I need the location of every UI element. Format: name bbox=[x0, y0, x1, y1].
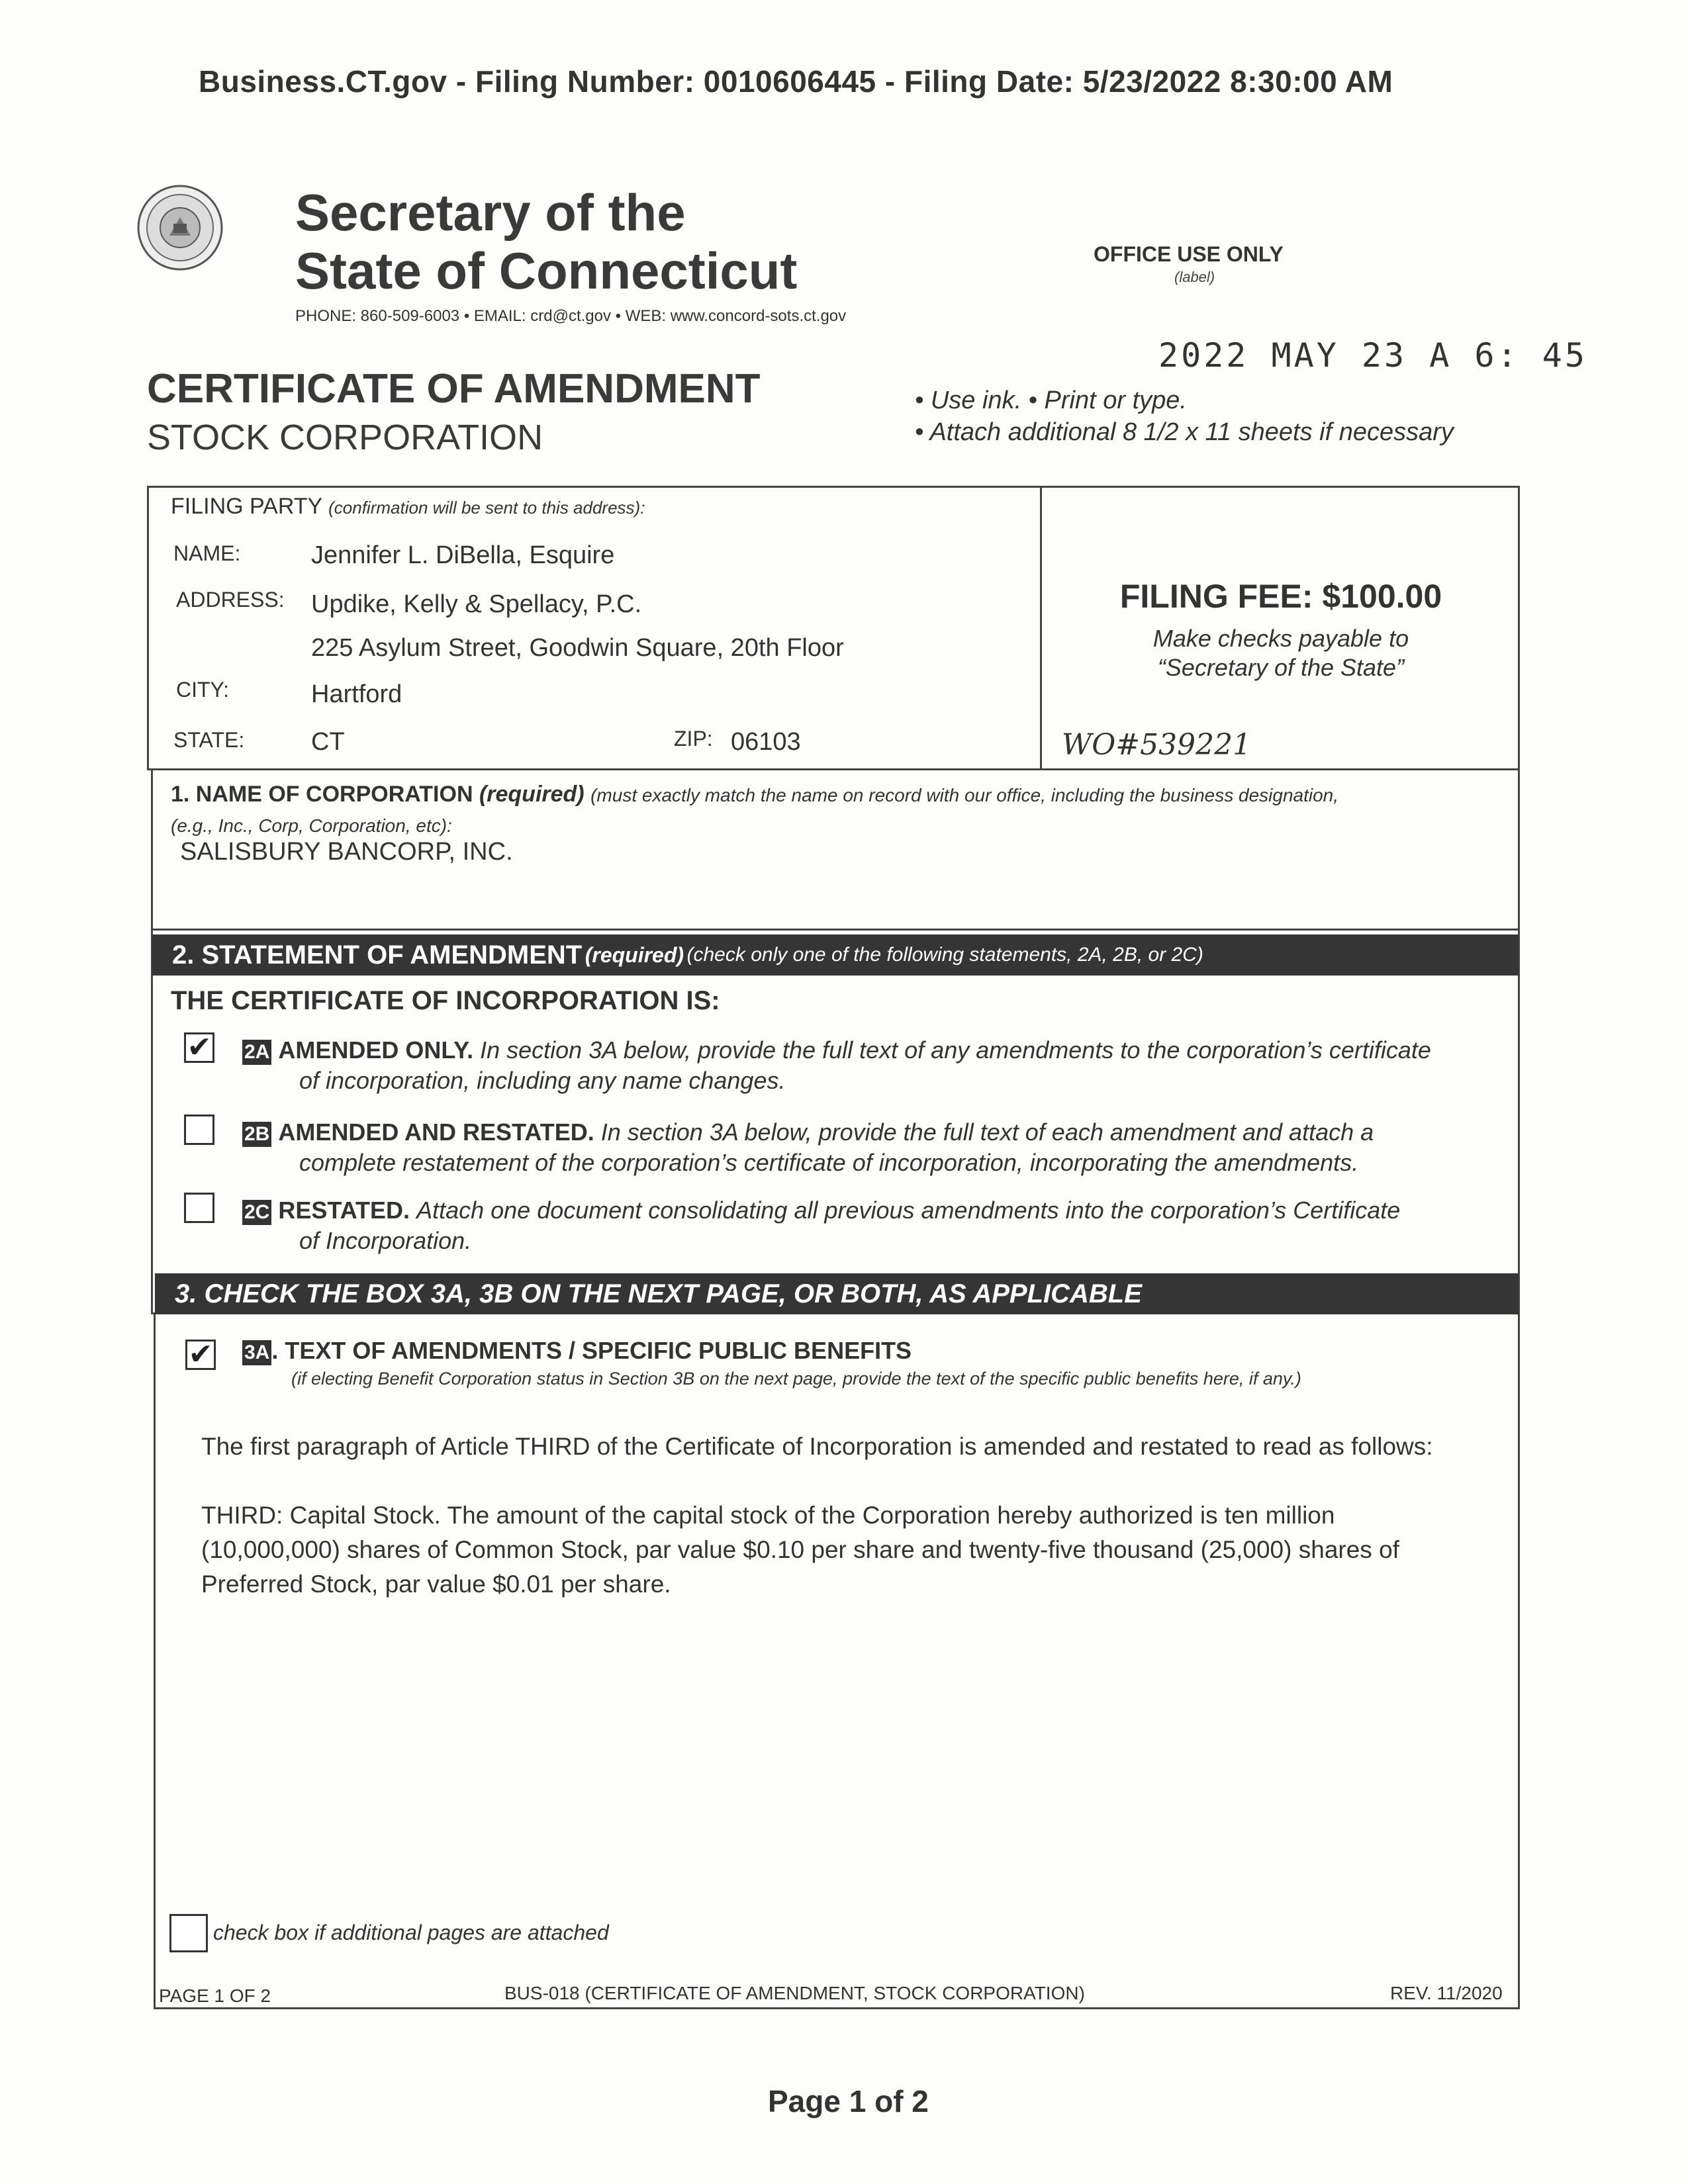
instruction-attach: • Attach additional 8 1/2 x 11 sheets if necessary bbox=[915, 418, 1454, 446]
option-2a-checkbox[interactable]: ✔ bbox=[184, 1032, 214, 1063]
filing-fee: FILING FEE: $100.00 bbox=[1119, 578, 1442, 615]
amendment-intro: The first paragraph of Article THIRD of the Certificate of Incorporation is amended and restated to read as follows: bbox=[201, 1433, 1433, 1460]
amendment-text: THIRD: Capital Stock. The amount of the capital stock of the Corporation hereby authorized is ten million (10,000,000) shares of Common Stock, par value $0.10 per share and twenty-five thousand (25,000) shares of Preferred Stock, par value $0.01 per share. bbox=[201, 1502, 1399, 1598]
option-2c-text: 2C RESTATED. Attach one document consolidating all previous amendments into the corporation’s Certificate of Incorporation. bbox=[242, 1195, 1500, 1256]
form-title: CERTIFICATE OF AMENDMENT bbox=[147, 366, 761, 412]
agency-contact: PHONE: 860-509-6003 • EMAIL: crd@ct.gov • WEB: www.concord-sots.ct.gov bbox=[295, 307, 847, 325]
city-label: CITY: bbox=[176, 678, 230, 702]
form-subtitle: STOCK CORPORATION bbox=[147, 418, 543, 457]
form-revision: REV. 11/2020 bbox=[1390, 1983, 1503, 2003]
filing-header: Business.CT.gov - Filing Number: 0010606445 - Filing Date: 5/23/2022 8:30:00 AM bbox=[199, 64, 1393, 99]
additional-pages-checkbox[interactable] bbox=[169, 1914, 208, 1952]
page-indicator: PAGE 1 OF 2 bbox=[159, 1985, 271, 2006]
filing-party-heading: FILING PARTY (confirmation will be sent to this address): bbox=[171, 494, 645, 519]
section-3a-tag: 3A bbox=[242, 1340, 271, 1365]
section3-bar: 3. CHECK THE BOX 3A, 3B ON THE NEXT PAGE, OR BOTH, AS APPLICABLE bbox=[155, 1273, 1519, 1314]
agency-name-line2: State of Connecticut bbox=[295, 242, 798, 300]
option-2b-checkbox[interactable] bbox=[184, 1115, 214, 1145]
section2-subheading: THE CERTIFICATE OF INCORPORATION IS: bbox=[171, 986, 720, 1015]
fee-payable-line2: “Secretary of the State” bbox=[1157, 654, 1405, 681]
instruction-ink: • Use ink. • Print or type. bbox=[915, 387, 1187, 414]
option-2b-tag: 2B bbox=[242, 1122, 271, 1147]
option-2b-text: 2B AMENDED AND RESTATED. In section 3A below, provide the full text of each amendment and attach a complete restatement of the corporation’s certificate of incorporation, incorporating the amendments. bbox=[242, 1117, 1500, 1178]
office-use-label: (label) bbox=[1174, 269, 1215, 285]
page-number: Page 1 of 2 bbox=[768, 2084, 929, 2118]
state-seal-icon bbox=[136, 184, 224, 271]
address-line2-field[interactable]: 225 Asylum Street, Goodwin Square, 20th Floor bbox=[311, 634, 844, 662]
received-stamp: 2022 MAY 23 A 6: 45 bbox=[1158, 336, 1587, 375]
fee-payable-line1: Make checks payable to bbox=[1152, 625, 1409, 652]
corporation-name-field[interactable]: SALISBURY BANCORP, INC. bbox=[180, 838, 513, 866]
option-2c-checkbox[interactable] bbox=[184, 1193, 214, 1223]
option-2a-text: 2A AMENDED ONLY. In section 3A below, provide the full text of any amendments to the corporation’s certificate of incorporation, including any name changes. bbox=[242, 1035, 1487, 1096]
work-order-number: WO#539221 bbox=[1062, 728, 1252, 762]
agency-name-line1: Secretary of the bbox=[295, 183, 686, 242]
option-2a-tag: 2A bbox=[242, 1040, 271, 1065]
section-3a-title: 3A. TEXT OF AMENDMENTS / SPECIFIC PUBLIC BENEFITS bbox=[242, 1337, 912, 1365]
name-field[interactable]: Jennifer L. DiBella, Esquire bbox=[311, 541, 615, 569]
name-label: NAME: bbox=[173, 541, 241, 565]
section-3a-note: (if electing Benefit Corporation status in Section 3B on the next page, provide the text of the specific public benefits here, if any.) bbox=[291, 1369, 1301, 1388]
state-label: STATE: bbox=[173, 728, 245, 752]
additional-pages-label: check box if additional pages are attached bbox=[213, 1921, 609, 1944]
city-field[interactable]: Hartford bbox=[311, 680, 402, 708]
office-use-title: OFFICE USE ONLY bbox=[1094, 242, 1284, 266]
section1-heading: 1. NAME OF CORPORATION (required) (must exactly match the name on record with our office, including the business designation, (e.g., Inc., Corp, Corporation, etc): bbox=[171, 782, 1339, 836]
zip-label: ZIP: bbox=[674, 727, 713, 751]
zip-field[interactable]: 06103 bbox=[731, 728, 801, 756]
address-line1-field[interactable]: Updike, Kelly & Spellacy, P.C. bbox=[311, 590, 642, 618]
section-3a-checkbox[interactable]: ✔ bbox=[185, 1340, 216, 1370]
state-field[interactable]: CT bbox=[311, 728, 345, 756]
address-label: ADDRESS: bbox=[176, 588, 285, 612]
form-id: BUS-018 (CERTIFICATE OF AMENDMENT, STOCK CORPORATION) bbox=[504, 1983, 1085, 2003]
option-2c-tag: 2C bbox=[242, 1200, 271, 1225]
section3-box bbox=[154, 1314, 1520, 2009]
section2-bar: 2. STATEMENT OF AMENDMENT (required) (check only one of the following statements, 2A, 2B, or 2C) bbox=[152, 934, 1519, 976]
